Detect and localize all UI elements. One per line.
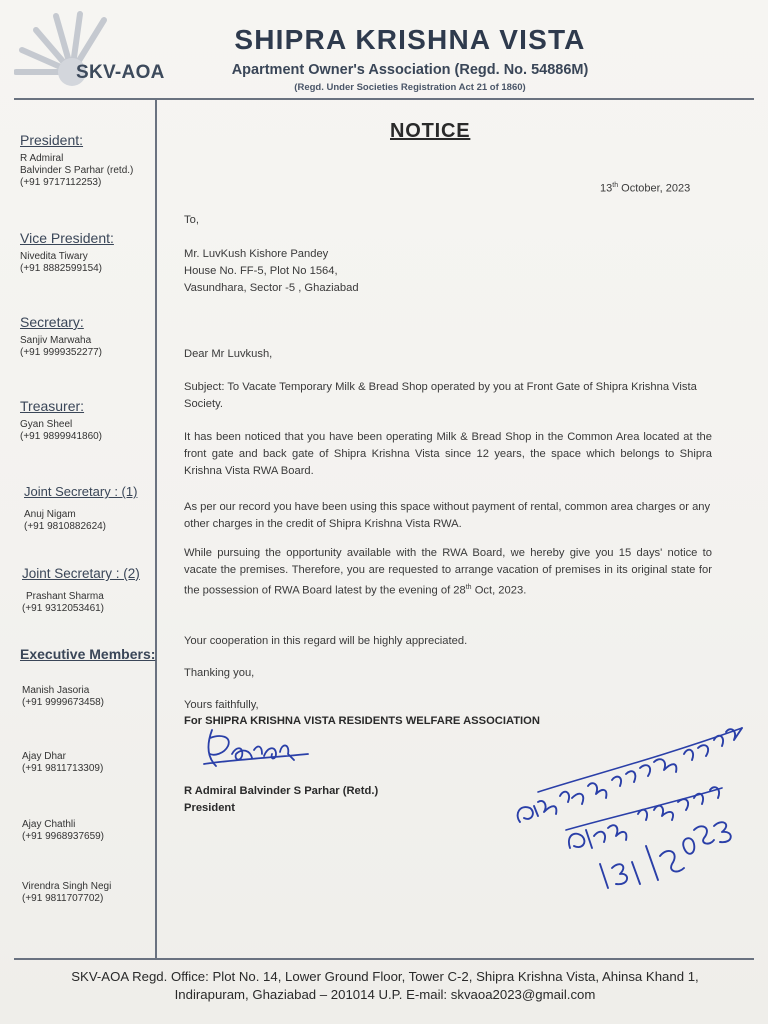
office-bearer-president xyxy=(20,132,133,189)
address-line: Vasundhara, Sector -5 , Ghaziabad xyxy=(184,282,359,294)
footer-divider xyxy=(14,958,754,960)
executive-members-heading xyxy=(20,646,155,662)
vice-president-phone: (+91 8882599154) xyxy=(20,263,103,274)
treasurer-name: Gyan Sheel xyxy=(20,419,73,430)
member-phone: (+91 9811707702) xyxy=(22,893,104,904)
executive-member xyxy=(22,814,104,843)
recipient-address xyxy=(184,246,712,297)
notice-title: NOTICE xyxy=(390,120,471,142)
date-day: 13 xyxy=(600,182,613,195)
header-divider xyxy=(14,98,754,100)
vice-president-title: Vice President: xyxy=(20,230,114,246)
closing-line: Yours faithfully, xyxy=(184,699,259,711)
member-phone: (+91 9999673458) xyxy=(22,697,105,708)
registration-note: (Regd. Under Societies Registration Act 21 of 1860) xyxy=(294,82,526,93)
office-bearer-joint-secretary-1 xyxy=(24,484,137,533)
salutation: Dear Mr Luvkush, xyxy=(184,348,273,360)
office-bearer-secretary xyxy=(20,314,102,359)
president-title: President: xyxy=(20,132,84,148)
president-signature xyxy=(198,724,328,774)
executive-member xyxy=(22,876,111,905)
president-name-line1: R Admiral xyxy=(20,153,64,164)
secretary-name: Sanjiv Marwaha xyxy=(20,335,92,346)
paragraph-3-text: While pursuing the opportunity available with the RWA Board, we hereby give you 15 days' notice to vacate the premises. Therefore, you are requested to arrange vacation of premises in its original state for the possession of RWA Board latest by the evening of 28 xyxy=(184,547,712,597)
address-line: House No. FF-5, Plot No 1564, xyxy=(184,265,338,277)
handwritten-acknowledgement xyxy=(508,718,758,898)
joint-secretary-2-phone: (+91 9312053461) xyxy=(22,603,105,614)
footer-line-2: Indirapuram, Ghaziabad – 201014 U.P. E-mail: skvaoa2023@gmail.com xyxy=(174,987,596,1002)
address-line: Mr. LuvKush Kishore Pandey xyxy=(184,248,329,260)
treasurer-title: Treasurer: xyxy=(20,398,85,414)
paragraph-3 xyxy=(184,545,712,600)
date-month-year: October, 2023 xyxy=(618,182,691,195)
vice-president-name: Nivedita Tiwary xyxy=(20,251,88,262)
joint-secretary-1-phone: (+91 9810882624) xyxy=(24,521,107,532)
paragraph-3-end: Oct, 2023. xyxy=(474,584,527,597)
paragraph-2: As per our record you have been using this space without payment of rental, common area charges or any other charges in the credit of Shipra Krishna Vista RWA. xyxy=(184,501,711,530)
addressee-to: To, xyxy=(184,214,199,226)
organization-title: SHIPRA KRISHNA VISTA xyxy=(234,24,586,55)
executive-member xyxy=(22,680,104,709)
executive-member xyxy=(22,746,103,775)
office-bearer-joint-secretary-2 xyxy=(22,566,140,615)
footer-line-1: SKV-AOA Regd. Office: Plot No. 14, Lower Ground Floor, Tower C-2, Shipra Krishna Vista, Ahinsa Khand 1, xyxy=(71,969,699,984)
notice-date xyxy=(600,182,690,195)
paragraph-1: It has been noticed that you have been operating Milk & Bread Shop in the Common Area located at the front gate and back gate of Shipra Krishna Vista since 12 years, the space which belongs to Shipra Krishna Vista RWA Board. xyxy=(184,431,712,477)
executive-members-title: Executive Members: xyxy=(20,646,156,662)
office-bearer-treasurer xyxy=(20,398,102,443)
joint-secretary-1-name: Anuj Nigam xyxy=(24,509,76,520)
president-name-line2: Balvinder S Parhar (retd.) xyxy=(20,165,134,176)
thanks-line: Thanking you, xyxy=(184,667,255,679)
member-phone: (+91 9811713309) xyxy=(22,763,104,774)
member-name: Ajay Dhar xyxy=(22,751,66,762)
signatory-designation: President xyxy=(184,802,235,814)
sidebar-divider xyxy=(155,100,157,960)
member-phone: (+91 9968937659) xyxy=(22,831,105,842)
member-name: Manish Jasoria xyxy=(22,685,90,696)
secretary-phone: (+91 9999352277) xyxy=(20,347,103,358)
office-bearer-vice-president xyxy=(20,230,114,275)
president-phone: (+91 9717112253) xyxy=(20,177,102,188)
logo-text: SKV-AOA xyxy=(76,62,165,83)
joint-secretary-2-name: Prashant Sharma xyxy=(26,591,104,602)
member-name: Ajay Chathli xyxy=(22,819,76,830)
for-association-line: For SHIPRA KRISHNA VISTA RESIDENTS WELFARE ASSOCIATION xyxy=(184,715,540,727)
secretary-title: Secretary: xyxy=(20,314,84,330)
subject-line: Subject: To Vacate Temporary Milk & Bread Shop operated by you at Front Gate of Shipra Krishna Vista Society. xyxy=(184,381,697,410)
association-logo xyxy=(14,10,194,90)
member-name: Virendra Singh Negi xyxy=(22,881,112,892)
paragraph-3-suffix: th xyxy=(465,584,472,591)
signatory-name: R Admiral Balvinder S Parhar (Retd.) xyxy=(184,785,379,797)
joint-secretary-2-title: Joint Secretary : (2) xyxy=(22,566,140,581)
treasurer-phone: (+91 9899941860) xyxy=(20,431,103,442)
organization-subtitle: Apartment Owner's Association (Regd. No. 54886M) xyxy=(231,62,589,78)
paragraph-4: Your cooperation in this regard will be highly appreciated. xyxy=(184,635,468,647)
date-suffix: th xyxy=(612,182,619,189)
registered-office-footer xyxy=(40,968,730,1004)
joint-secretary-1-title: Joint Secretary : (1) xyxy=(24,484,138,499)
